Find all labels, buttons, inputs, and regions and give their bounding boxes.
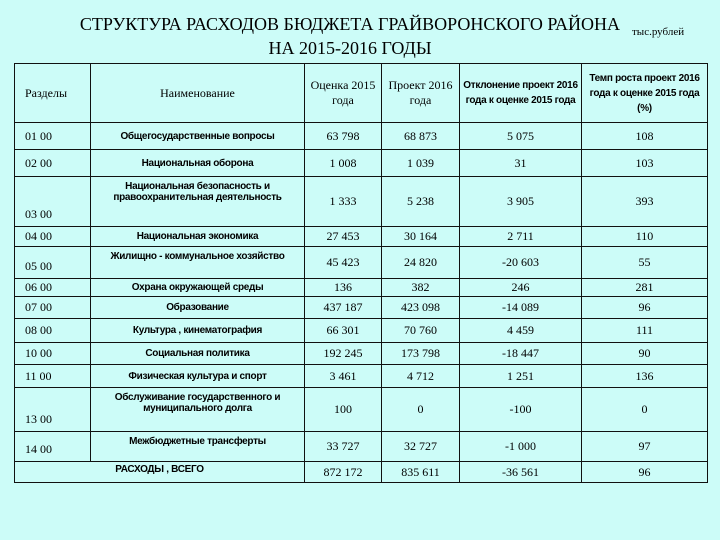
- unit-label: тыс.рублей: [632, 26, 685, 38]
- section-name: Культура , кинематография: [91, 319, 305, 343]
- table-row: [15, 177, 708, 227]
- project-value: 382: [382, 279, 460, 297]
- section-code: 05 00: [15, 247, 91, 279]
- total-estimate: 872 172: [305, 462, 382, 483]
- total-growth: 96: [582, 462, 708, 483]
- deviation-value: 3 905: [460, 177, 582, 227]
- section-name: Охрана окружающей среды: [91, 279, 305, 297]
- deviation-value: 246: [460, 279, 582, 297]
- deviation-value: -100: [460, 388, 582, 432]
- budget-table: [14, 63, 708, 483]
- section-name: Общегосударственные вопросы: [91, 123, 305, 150]
- table-row: [15, 279, 708, 297]
- estimate-value: 27 453: [305, 227, 382, 247]
- project-value: 68 873: [382, 123, 460, 150]
- section-code: 02 00: [15, 150, 91, 177]
- section-name: Национальная экономика: [91, 227, 305, 247]
- header-growth: Темп роста проект 2016 года к оценке 2015 года (%): [582, 64, 708, 123]
- project-value: 0: [382, 388, 460, 432]
- total-row: [15, 462, 708, 483]
- section-code: 13 00: [15, 388, 91, 432]
- growth-value: 393: [582, 177, 708, 227]
- total-name: РАСХОДЫ , ВСЕГО: [15, 462, 305, 483]
- section-code: 10 00: [15, 343, 91, 365]
- growth-value: 136: [582, 365, 708, 388]
- total-deviation: -36 561: [460, 462, 582, 483]
- header-row: [15, 64, 708, 123]
- deviation-value: 1 251: [460, 365, 582, 388]
- section-name: Национальная оборона: [91, 150, 305, 177]
- estimate-value: 136: [305, 279, 382, 297]
- estimate-value: 3 461: [305, 365, 382, 388]
- growth-value: 96: [582, 297, 708, 319]
- deviation-value: -14 089: [460, 297, 582, 319]
- estimate-value: 1 008: [305, 150, 382, 177]
- table-row: [15, 297, 708, 319]
- project-value: 70 760: [382, 319, 460, 343]
- section-name: Социальная политика: [91, 343, 305, 365]
- section-code: 07 00: [15, 297, 91, 319]
- deviation-value: 4 459: [460, 319, 582, 343]
- project-value: 1 039: [382, 150, 460, 177]
- growth-value: 281: [582, 279, 708, 297]
- table-row: [15, 247, 708, 279]
- section-code: 01 00: [15, 123, 91, 150]
- section-name: Межбюджетные трансферты: [91, 432, 305, 462]
- table-row: [15, 388, 708, 432]
- deviation-value: 5 075: [460, 123, 582, 150]
- growth-value: 97: [582, 432, 708, 462]
- header-estimate: Оценка 2015 года: [305, 64, 382, 123]
- project-value: 30 164: [382, 227, 460, 247]
- deviation-value: -20 603: [460, 247, 582, 279]
- section-name: Образование: [91, 297, 305, 319]
- estimate-value: 63 798: [305, 123, 382, 150]
- table-row: [15, 343, 708, 365]
- section-name: Национальная безопасность и правоохранительная деятельность: [91, 177, 305, 227]
- deviation-value: -1 000: [460, 432, 582, 462]
- table-row: [15, 227, 708, 247]
- section-code: 03 00: [15, 177, 91, 227]
- header-section: Разделы: [15, 64, 91, 123]
- table-row: [15, 432, 708, 462]
- section-code: 04 00: [15, 227, 91, 247]
- section-name: Жилищно - коммунальное хозяйство: [91, 247, 305, 279]
- growth-value: 103: [582, 150, 708, 177]
- growth-value: 0: [582, 388, 708, 432]
- growth-value: 90: [582, 343, 708, 365]
- project-value: 5 238: [382, 177, 460, 227]
- growth-value: 110: [582, 227, 708, 247]
- growth-value: 111: [582, 319, 708, 343]
- header-deviation: Отклонение проект 2016 года к оценке 2015 года: [460, 64, 582, 123]
- table-row: [15, 150, 708, 177]
- section-name: Обслуживание государственного и муниципального долга: [91, 388, 305, 432]
- estimate-value: 45 423: [305, 247, 382, 279]
- growth-value: 55: [582, 247, 708, 279]
- table-row: [15, 319, 708, 343]
- total-project: 835 611: [382, 462, 460, 483]
- header-project: Проект 2016 года: [382, 64, 460, 123]
- deviation-value: 2 711: [460, 227, 582, 247]
- growth-value: 108: [582, 123, 708, 150]
- project-value: 32 727: [382, 432, 460, 462]
- estimate-value: 66 301: [305, 319, 382, 343]
- project-value: 24 820: [382, 247, 460, 279]
- header-name: Наименование: [91, 64, 305, 123]
- deviation-value: 31: [460, 150, 582, 177]
- deviation-value: -18 447: [460, 343, 582, 365]
- estimate-value: 192 245: [305, 343, 382, 365]
- estimate-value: 437 187: [305, 297, 382, 319]
- estimate-value: 1 333: [305, 177, 382, 227]
- page-title: [40, 12, 660, 60]
- table-row: [15, 123, 708, 150]
- section-code: 14 00: [15, 432, 91, 462]
- section-code: 11 00: [15, 365, 91, 388]
- estimate-value: 33 727: [305, 432, 382, 462]
- section-code: 08 00: [15, 319, 91, 343]
- project-value: 173 798: [382, 343, 460, 365]
- project-value: 4 712: [382, 365, 460, 388]
- table-row: [15, 365, 708, 388]
- title-line-2: НА 2015-2016 ГОДЫ: [268, 38, 432, 58]
- title-line-1: СТРУКТУРА РАСХОДОВ БЮДЖЕТА ГРАЙВОРОНСКОГО РАЙОНА: [79, 14, 621, 34]
- section-code: 06 00: [15, 279, 91, 297]
- estimate-value: 100: [305, 388, 382, 432]
- project-value: 423 098: [382, 297, 460, 319]
- section-name: Физическая культура и спорт: [91, 365, 305, 388]
